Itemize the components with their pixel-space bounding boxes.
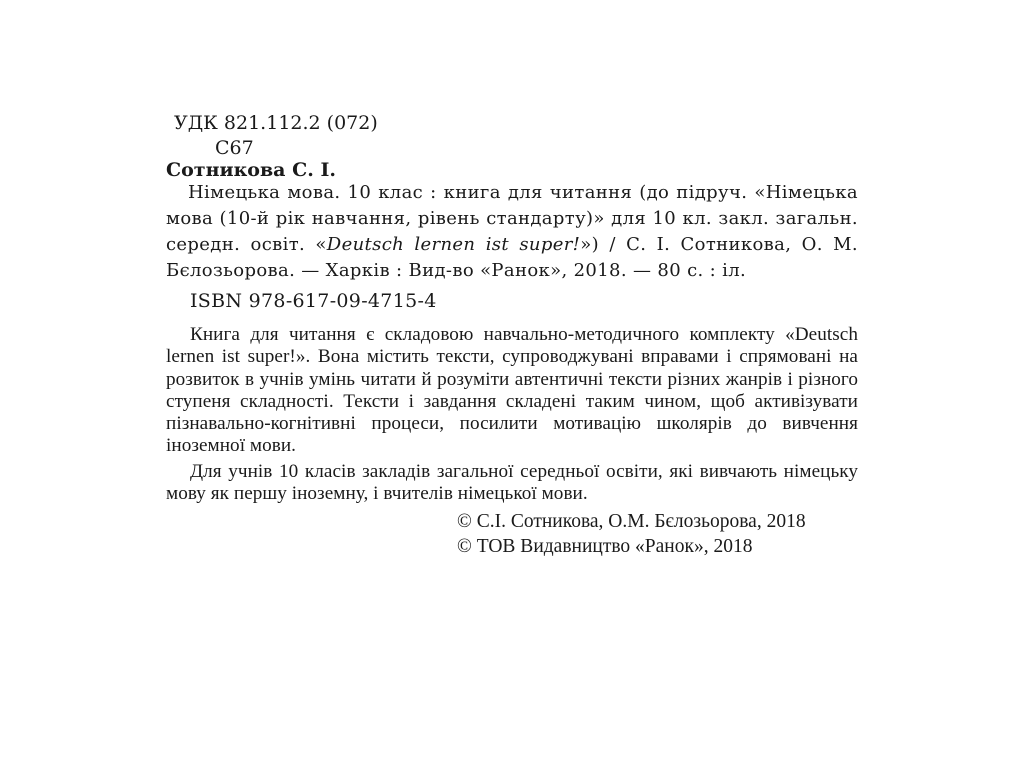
annotation-paragraph-2: Для учнів 10 класів закладів загальної середньої освіти, які вивчають німецьку мову як першу іноземну, і вчителів німецької мови. [166,461,858,505]
udk-code: УДК 821.112.2 (072) [174,112,378,134]
copyright-authors: © С.І. Сотникова, О.М. Бєлозьорова, 2018 [457,511,806,532]
copyright-publisher: © ТОВ Видавництво «Ранок», 2018 [457,536,753,557]
author-sign: С67 [215,137,254,159]
bibliographic-description [166,180,858,284]
isbn: ISBN 978-617-09-4715-4 [190,290,437,312]
biblio-imprint: ») / С. І. Сотникова, О. М. Бєлозьорова. — Харків : Вид-во «Ранок», 2018. — 80 с. : іл. [166,234,858,281]
biblio-series-title: Deutsch lernen ist super! [326,234,581,255]
annotation-paragraph-1: Книга для читання є складовою навчально-методичного комплекту «Deutsch lernen ist super!». Вона містить тексти, супроводжувані вправами і спрямовані на розвиток в учнів умінь читати й розуміти автентичні тексти різних жанрів і різного ступеня складності. Тексти і завдання складені таким чином, щоб активізувати пізнавально-когнітивні процеси, посилити мотивацію школярів до вивчення іноземної мови. [166,324,858,457]
biblio-title: Німецька мова. 10 клас : книга для читання (до підруч. «Німецька мова (10-й рік навчання, рівень стандарту)» для 10 кл. закл. загальн. середн. освіт. « [166,182,858,255]
author-name: Сотникова С. І. [166,159,336,181]
